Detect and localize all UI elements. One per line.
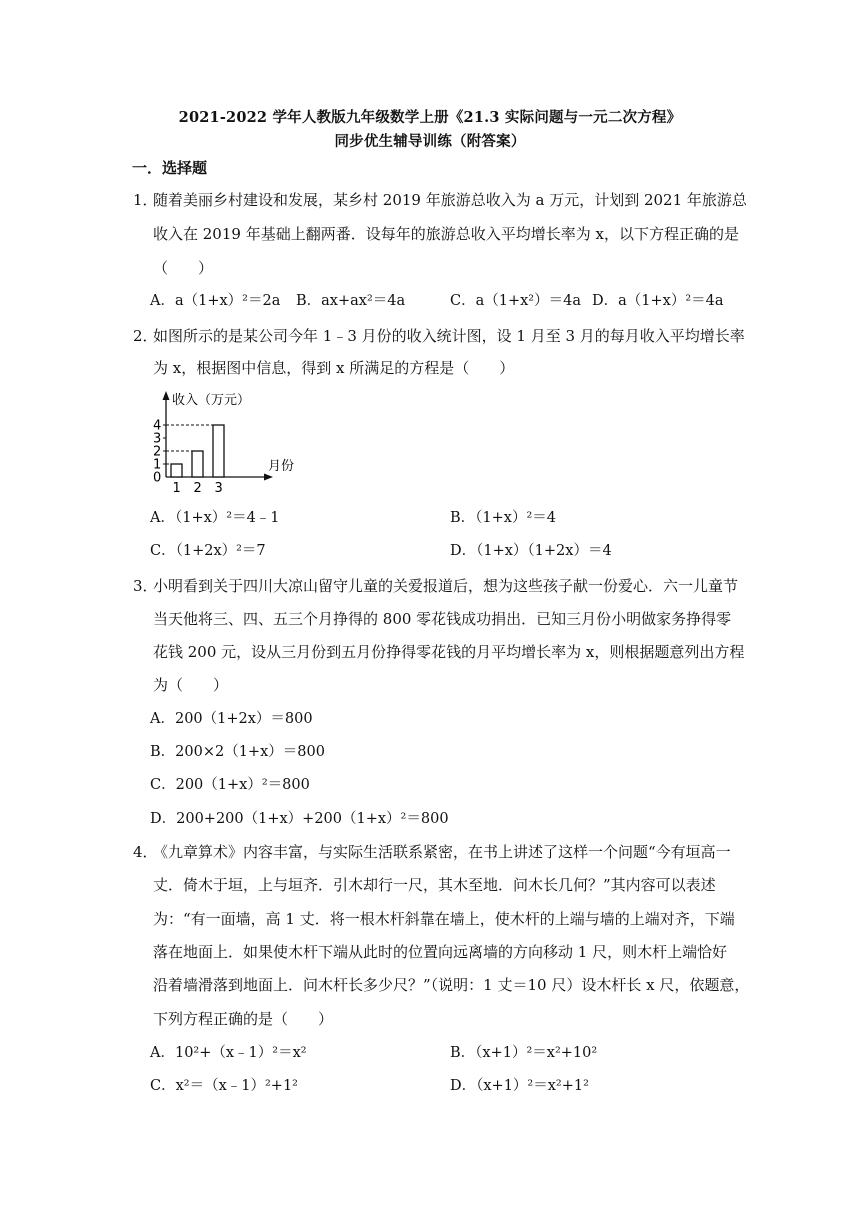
y-tick-label: 3 [153, 431, 162, 447]
question-text-line: 下列方程正确的是（ ） [153, 1010, 334, 1028]
option-d: D．（1+x）（1+2x）＝4 [450, 543, 612, 559]
option-b: B．（x+1）²＝x²+10² [450, 1045, 598, 1061]
y-axis-arrow [163, 391, 170, 400]
x-tick-label: 3 [214, 481, 223, 496]
x-axis-label: 月份 [268, 459, 295, 474]
option-c: C．（1+2x）²＝7 [150, 543, 266, 559]
bar [213, 425, 224, 477]
page-subtitle: 同步优生辅导训练（附答案） [334, 133, 526, 150]
x-tick-label: 1 [172, 481, 181, 496]
question-text-line: 如图所示的是某公司今年 1﹣3 月份的收入统计图，设 1 月至 3 月的每月收入平均增长率 [153, 327, 745, 345]
question-text-line: 《九章算术》内容丰富，与实际生活联系紧密，在书上讲述了这样一个问题“今有垣高一 [153, 843, 731, 861]
question-text-line: 丈．倚木于垣，上与垣齐．引木却行一尺，其木至地．问木长几何？”其内容可以表述 [153, 876, 716, 894]
y-tick-label: 1 [153, 457, 162, 473]
bar [171, 464, 182, 477]
option-d: D．200+200（1+x）+200（1+x）²＝800 [150, 811, 449, 827]
question-text-line: （ ） [153, 259, 214, 277]
option-b: B．ax+ax²＝4a [296, 293, 406, 309]
question-text-line: 当天他将三、四、五三个月挣得的 800 零花钱成功捐出．已知三月份小明做家务挣得零 [153, 610, 732, 628]
question-number: 2． [133, 327, 158, 345]
y-tick-label: 4 [153, 418, 162, 434]
y-tick-label: 2 [153, 444, 162, 460]
option-a: A．（1+x）²＝4﹣1 [150, 510, 280, 526]
question-number: 4． [133, 843, 158, 861]
bar [192, 451, 203, 477]
option-c: C．a（1+x²）＝4a [450, 293, 581, 309]
question-text-line: 为：“有一面墙，高 1 丈．将一根木杆斜靠在墙上，使木杆的上端与墙的上端对齐，下端 [153, 910, 735, 928]
question-text-line: 为 x，根据图中信息，得到 x 所满足的方程是（ ） [153, 359, 515, 377]
section-heading: 一．选择题 [132, 159, 208, 177]
question-number: 1． [133, 191, 158, 209]
income-bar-chart [148, 386, 308, 498]
option-d: D．（x+1）²＝x²+1² [450, 1078, 589, 1094]
question-text-line: 落在地面上．如果使木杆下端从此时的位置向远离墙的方向移动 1 尺，则木杆上端恰好 [153, 943, 728, 961]
question-number: 3． [133, 577, 158, 595]
option-d: D．a（1+x）²＝4a [592, 293, 724, 309]
x-axis-arrow [264, 474, 273, 481]
option-a: A．a（1+x）²＝2a [150, 293, 281, 309]
page-title: 2021-2022 学年人教版九年级数学上册《21.3 实际问题与一元二次方程》 [178, 109, 682, 126]
y-tick-label: 0 [153, 470, 162, 486]
question-text-line: 沿着墙滑落到地面上．问木杆长多少尺？”（说明：1 丈＝10 尺）设木杆长 x 尺，依题意， [153, 976, 750, 994]
option-b: B．200×2（1+x）＝800 [150, 744, 325, 760]
question-text-line: 收入在 2019 年基础上翻两番．设每年的旅游总收入平均增长率为 x，以下方程正确的是 [153, 225, 739, 243]
question-text-line: 花钱 200 元，设从三月份到五月份挣得零花钱的月平均增长率为 x，则根据题意列出方程 [153, 643, 745, 661]
option-c: C．x²＝（x﹣1）²+1² [150, 1078, 298, 1094]
question-text-line: 为（ ） [153, 676, 229, 694]
question-text-line: 随着美丽乡村建设和发展，某乡村 2019 年旅游总收入为 a 万元，计划到 2021 年旅游总 [153, 191, 747, 209]
option-c: C．200（1+x）²＝800 [150, 777, 310, 793]
x-tick-label: 2 [193, 481, 202, 496]
question-text-line: 小明看到关于四川大凉山留守儿童的关爱报道后，想为这些孩子献一份爱心．六一儿童节 [153, 577, 739, 595]
option-b: B．（1+x）²＝4 [450, 510, 556, 526]
option-a: A．200（1+2x）＝800 [150, 711, 313, 727]
y-axis-label: 收入（万元） [172, 393, 251, 408]
option-a: A．10²+（x﹣1）²＝x² [150, 1045, 307, 1061]
